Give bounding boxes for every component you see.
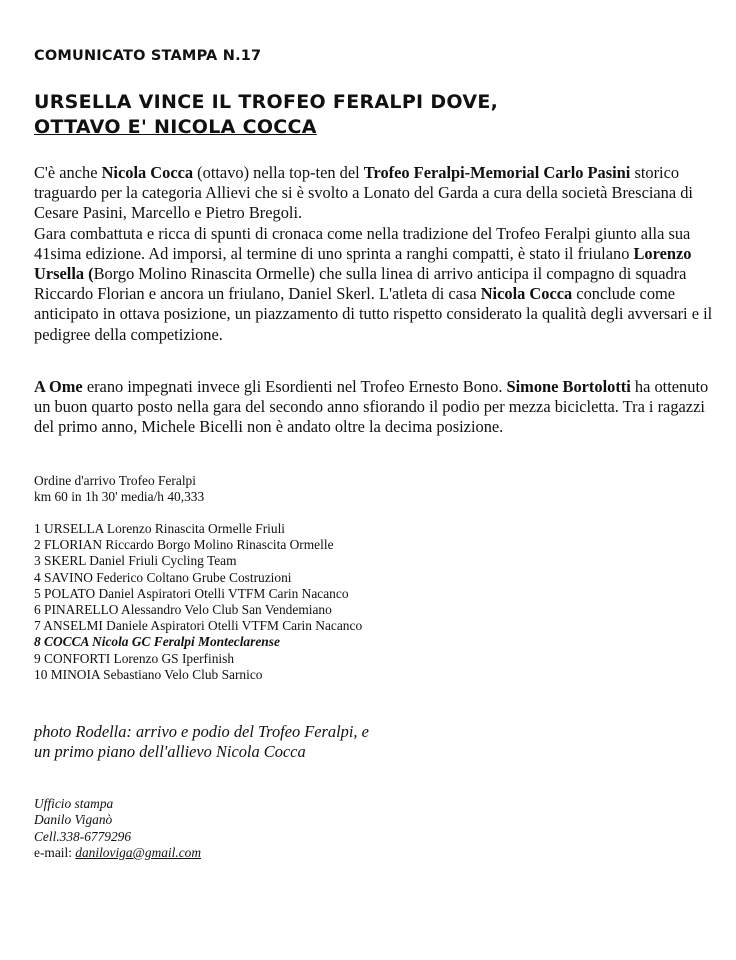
- photo-caption-line-2: un primo piano dell'allievo Nicola Cocca: [34, 742, 306, 762]
- result-row: 9 CONFORTI Lorenzo GS Iperfinish: [34, 650, 235, 666]
- office-email-line: [34, 845, 201, 861]
- p2-bold-a-ome: A Ome: [34, 377, 83, 396]
- results-title: Ordine d'arrivo Trofeo Feralpi: [34, 473, 196, 488]
- photo-caption: [34, 722, 369, 763]
- press-office-contact: [34, 796, 201, 861]
- p2-bold-bortolotti: Simone Bortolotti: [506, 377, 631, 396]
- result-row: 1 URSELLA Lorenzo Rinascita Ormelle Friuli: [34, 521, 286, 536]
- result-row-highlighted: 8 COCCA Nicola GC Feralpi Monteclarense: [34, 634, 280, 650]
- p1-bold-nicola-cocca: Nicola Cocca: [101, 163, 194, 182]
- p1-bold-trofeo: Trofeo Feralpi-Memorial Carlo Pasini: [363, 163, 631, 182]
- email-link[interactable]: daniloviga@gmail.com: [75, 844, 202, 860]
- p1-bold-ursella: Lorenzo Ursella (: [34, 243, 692, 284]
- photo-caption-line-1: photo Rodella: arrivo e podio del Trofeo Feralpi, e: [34, 722, 369, 741]
- office-name: Danilo Viganò: [34, 812, 113, 828]
- office-title: Ufficio stampa: [34, 796, 114, 811]
- p1-bold-cocca-2: Nicola Cocca: [480, 284, 573, 304]
- headline-line-1: URSELLA VINCE IL TROFEO FERALPI DOVE,: [34, 91, 499, 113]
- p1-text-5: Borgo Molino Rinascita Ormelle) che sulla linea di arrivo anticipa il compagno di squadra Riccardo Florian e ancora un friulano, Daniel Skerl. L'atleta di casa: [34, 264, 687, 304]
- result-row: 3 SKERL Daniel Friuli Cycling Team: [34, 553, 237, 569]
- result-row: 2 FLORIAN Riccardo Borgo Molino Rinascita Ormelle: [34, 537, 334, 553]
- paragraph-main: [34, 163, 714, 345]
- p1-text-1: C'è anche: [34, 163, 102, 182]
- paragraph-ome: [34, 377, 714, 438]
- result-row: 5 POLATO Daniel Aspiratori Otelli VTFM Carin Nacanco: [34, 585, 349, 601]
- headline-line-2: OTTAVO E' NICOLA COCCA: [34, 116, 317, 138]
- p1-text-3: storico traguardo per la categoria Allievi che si è svolto a Lonato del Garda a cura della società Bresciana di Cesare Pasini, Marcello e Pietro Bregoli.: [34, 163, 693, 223]
- p1-text-6: conclude come anticipato in ottava posizione, un piazzamento di tutto rispetto considerato la qualità degli avversari e il pedigree della competizione.: [34, 284, 713, 344]
- result-row: 7 ANSELMI Daniele Aspiratori Otelli VTFM Carin Nacanco: [34, 618, 363, 634]
- result-row: 6 PINARELLO Alessandro Velo Club San Vendemiano: [34, 602, 332, 618]
- release-label: COMUNICATO STAMPA N.17: [34, 48, 262, 64]
- p2-text-1: erano impegnati invece gli Esordienti nel Trofeo Ernesto Bono.: [82, 377, 507, 396]
- p1-text-2: (ottavo) nella top-ten del: [193, 163, 364, 182]
- results-header: [34, 473, 694, 505]
- email-label: e-mail:: [34, 844, 76, 860]
- result-row: 10 MINOIA Sebastiano Velo Club Sarnico: [34, 666, 263, 682]
- p1-text-4: Gara combattuta e ricca di spunti di cronaca come nella tradizione del Trofeo Feralpi giunto alla sua 41sima edizione. Ad imporsi, al termine di uno sprinta a ranghi compatti, è stato il friulano: [34, 223, 691, 263]
- p2-text-2: ha ottenuto un buon quarto posto nella gara del secondo anno sfiorando il podio per mezza bicicletta. Tra i ragazzi del primo anno, Michele Bicelli non è andato oltre la decima posizione.: [34, 377, 709, 437]
- result-row: 4 SAVINO Federico Coltano Grube Costruzioni: [34, 569, 292, 585]
- office-phone: Cell.338-6779296: [34, 828, 132, 844]
- results-list: [34, 521, 694, 683]
- results-stats: km 60 in 1h 30' media/h 40,333: [34, 489, 205, 505]
- headline: [34, 90, 498, 140]
